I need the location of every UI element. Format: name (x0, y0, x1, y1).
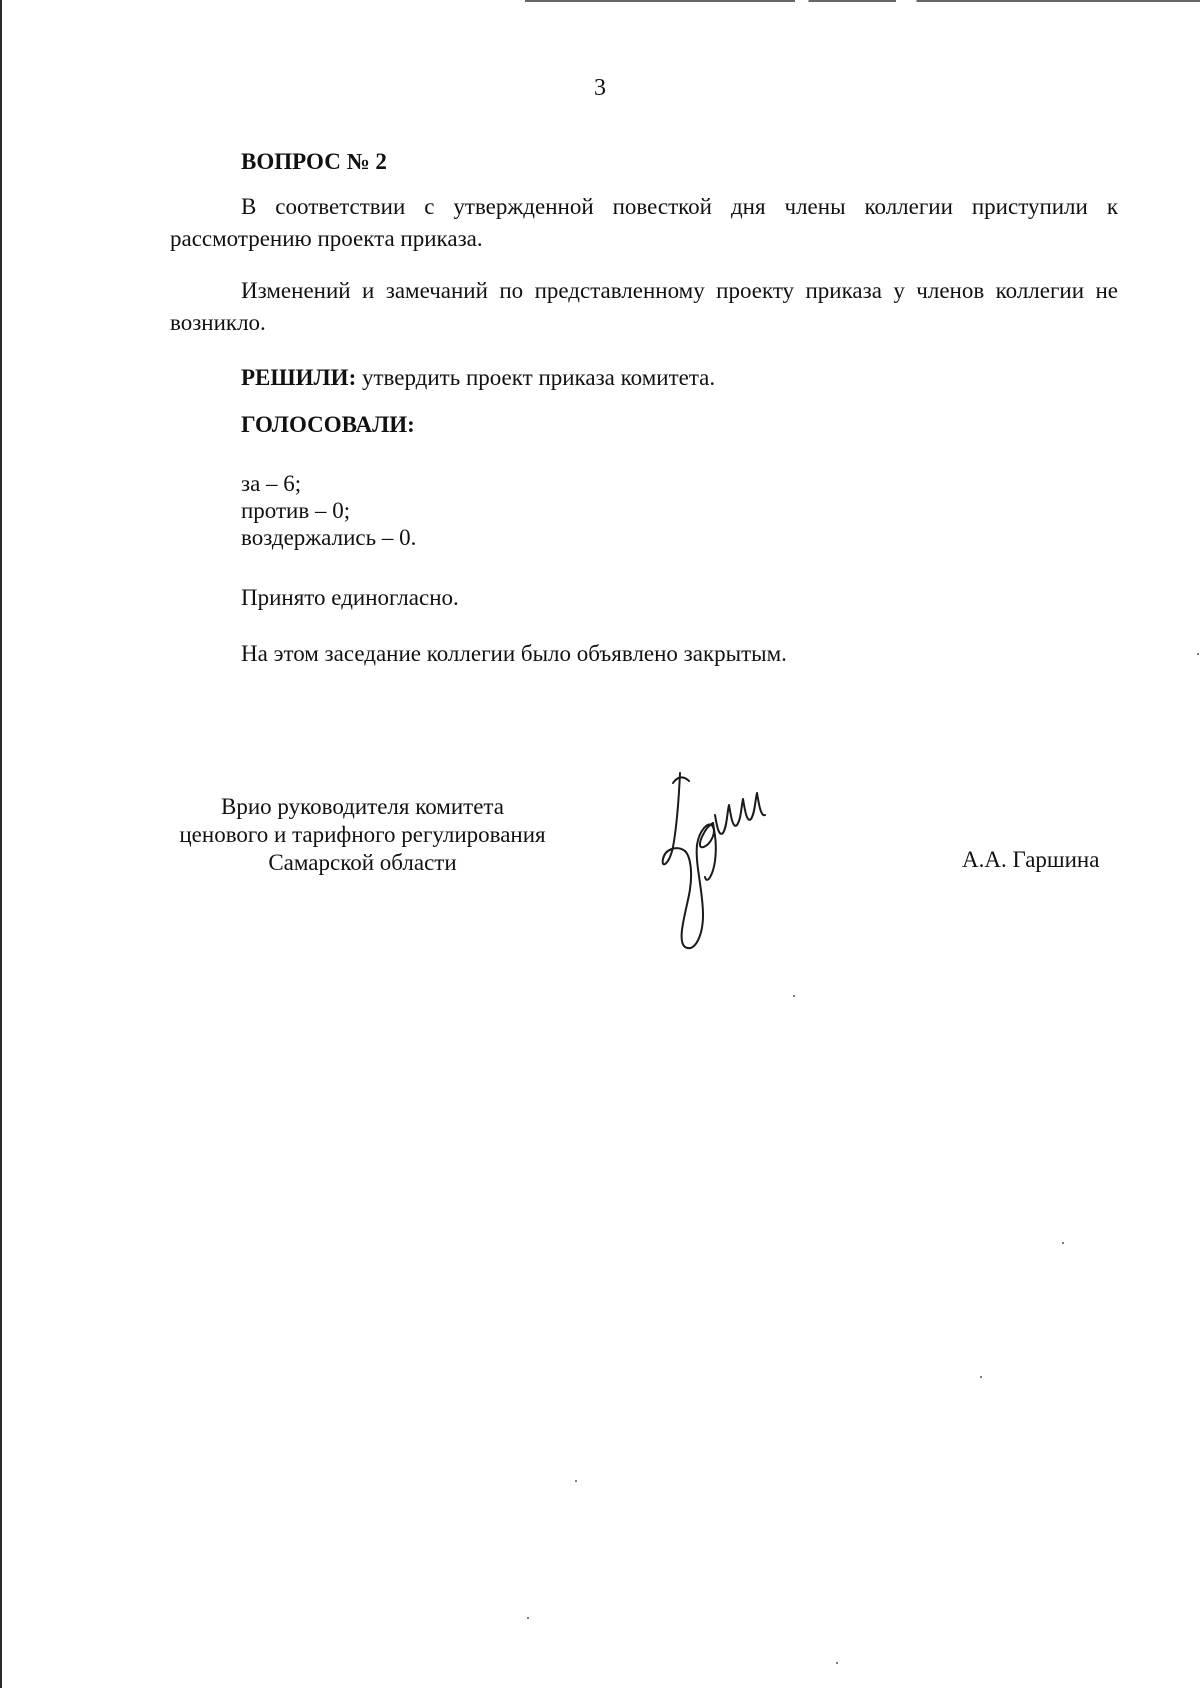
scan-edge-top (525, 0, 1200, 2)
scan-speck (575, 1480, 577, 1482)
signer-position-line: Самарской области (268, 850, 457, 875)
vote-against: против – 0; (241, 498, 351, 523)
signer-name: А.А. Гаршина (962, 847, 1100, 872)
paragraph-agenda: В соответствии с утвержденной повесткой дня члены коллегии приступили к рассмотрению проекта приказа. (170, 194, 1118, 251)
scan-speck (793, 995, 795, 997)
decided-label: РЕШИЛИ: (241, 365, 357, 390)
scan-speck (1062, 1242, 1064, 1244)
decision-line (241, 362, 715, 394)
signer-position (165, 793, 560, 877)
vote-results (241, 470, 416, 551)
scan-speck (980, 1376, 982, 1378)
scan-speck (527, 1617, 529, 1619)
unanimous-text: Принято единогласно. (241, 585, 459, 610)
scan-speck (836, 1662, 838, 1664)
handwritten-signature (655, 765, 775, 955)
signer-position-line: ценового и тарифного регулирования (179, 822, 546, 847)
question-heading: ВОПРОС № 2 (241, 149, 387, 174)
signer-position-line: Врио руководителя комитета (221, 794, 504, 819)
page-number: 3 (594, 75, 606, 101)
scan-edge-left (0, 0, 2, 1688)
vote-for: за – 6; (241, 471, 302, 496)
closing-text: На этом заседание коллегии было объявлено закрытым. (241, 641, 787, 666)
decided-text: утвердить проект приказа комитета. (361, 365, 716, 390)
voted-label: ГОЛОСОВАЛИ: (241, 412, 415, 437)
paragraph-no-changes: Изменений и замечаний по представленному проекту приказа у членов коллегии не возникло. (170, 278, 1118, 335)
scan-speck (1197, 653, 1199, 655)
vote-abstained: воздержались – 0. (241, 525, 417, 550)
